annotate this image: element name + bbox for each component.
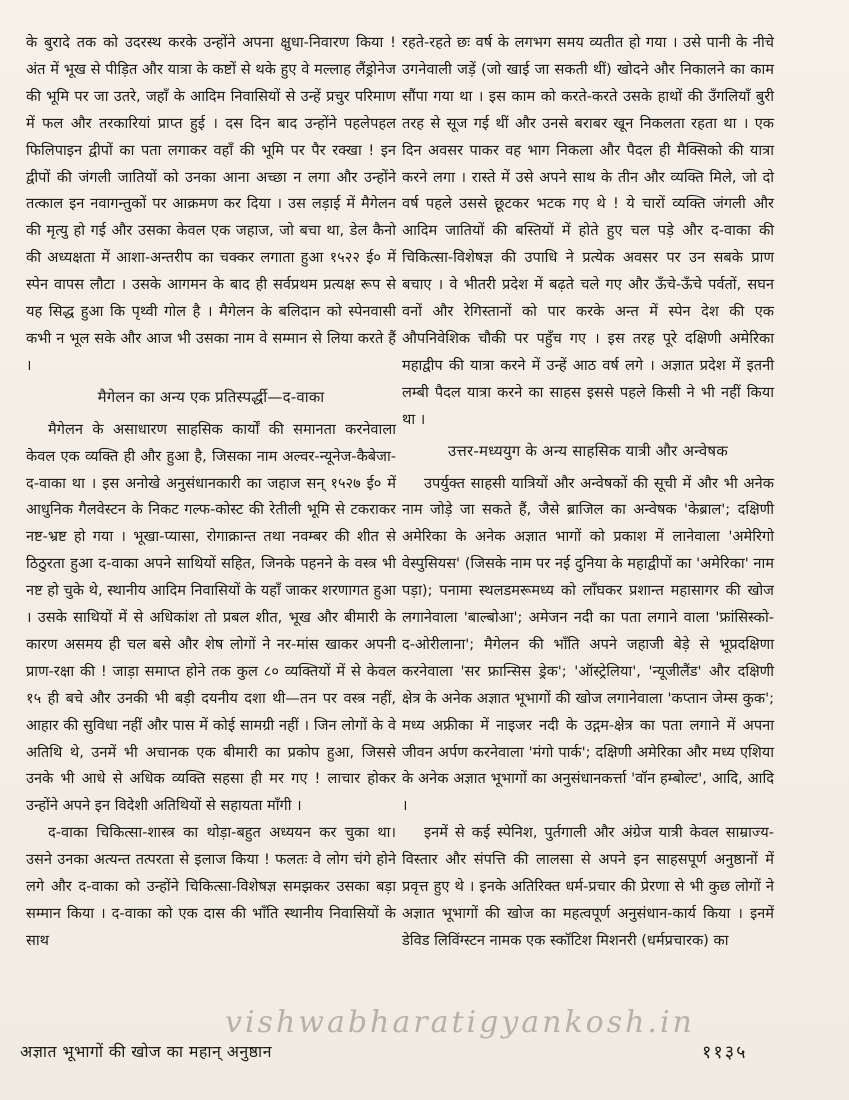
left-column <box>26 30 396 955</box>
right-paragraph-1: रहते-रहते छः वर्ष के लगभग समय व्यतीत हो गया । उसे पानी के नीचे उगनेवाली जड़ें (जो खाई जा सकती थीं) खोदने और निकालने का काम सौंपा गया था । इस काम को करते-करते उसके हाथों की उँगलियाँ बुरी तरह से सूज गई थीं और उनसे बराबर खून निकलता रहता था । एक दिन अवसर पाकर वह भाग निकला और पैदल ही मैक्सिको की यात्रा करने लगा । रास्ते में उसे अपने साथ के तीन और व्यक्ति मिले, जो दो वर्ष पहले उससे छूटकर भटक गए थे ! ये चारों व्यक्ति जंगली और आदिम जातियों की बस्तियों में होते हुए चल पड़े और द-वाका की चिकित्सा-विशेषज्ञ की उपाधि ने प्रत्येक अवसर पर उन सबके प्राण बचाए । वे भीतरी प्रदेश में बढ़ते चले गए और ऊँचे-ऊँचे पर्वतों, सघन वनों और रेगिस्तानों को पार करके अन्त में स्पेन देश की एक औपनिवेशिक चौकी पर पहुँच गए । इस तरह पूरे दक्षिणी अमेरिका महाद्वीप की यात्रा करने में उन्हें आठ वर्ष लगे । अज्ञात प्रदेश में इतनी लम्बी पैदल यात्रा करने का साहस इससे पहले किसी ने भी नहीं किया था । <box>402 34 774 428</box>
section-heading-explorers: उत्तर-मध्ययुग के अन्य साहसिक यात्री और अन्वेषक <box>448 441 728 460</box>
running-footer-title: अज्ञात भूभागों की खोज का महान् अनुष्ठान <box>20 1042 272 1061</box>
section-heading-de-vaca: मैगेलन का अन्य एक प्रतिस्पर्द्धी—द-वाका <box>97 387 325 406</box>
right-paragraph-3: इनमें से कई स्पेनिश, पुर्तगाली और अंग्रेज यात्री केवल साम्राज्य-विस्तार और संपत्ति की लालसा से अपने इन साहसपूर्ण अनुष्ठानों में प्रवृत्त हुए थे । इनके अतिरिक्त धर्म-प्रचार की प्रेरणा से भी कुछ लोगों ने अज्ञात भूभागों की खोज का महत्वपूर्ण अनुसंधान-कार्य किया । इनमें डेविड लिविंग्स्टन नामक एक स्कॉटिश मिशनरी (धर्मप्रचारक) का <box>402 824 774 949</box>
left-paragraph-2: मैगेलन के असाधारण साहसिक कार्यों की समानता करनेवाला केवल एक व्यक्ति ही और हुआ है, जिसका नाम अल्वर-न्यूनेज-कैबेजा-द-वाका था । इस अनोखे अनुसंधानकारी का जहाज सन् १५२७ ई० में आधुनिक गैलवेस्टन के निकट गल्फ-कोस्ट की रेतीली भूमि से टकराकर नष्ट-भ्रष्ट हो गया । भूखा-प्यासा, रोगाक्रान्त तथा नवम्बर की शीत से ठिठुरता हुआ द-वाका अपने साथियों सहित, जिनके पहनने के वस्त्र भी नष्ट हो चुके थे, स्थानीय आदिम निवासियों के यहाँ जाकर शरणागत हुआ । उसके साथियों में से अधिकांश तो प्रबल शीत, भूख और बीमारी के कारण असमय ही चल बसे और शेष लोगों ने नर-मांस खाकर अपनी प्राण-रक्षा की ! जाड़ा समाप्त होने तक कुल ८० व्यक्तियों में से केवल १५ ही बचे और उनकी भी बड़ी दयनीय दशा थी—तन पर वस्त्र नहीं, आहार की सुविधा नहीं और पास में कोई सामग्री नहीं । जिन लोगों के वे अतिथि थे, उनमें भी अचानक एक बीमारी का प्रकोप हुआ, जिससे उनके भी आधे से अधिक व्यक्ति सहसा ही मर गए ! लाचार होकर उन्होंने अपने इन विदेशी अतिथियों से सहायता माँगी । <box>26 420 396 815</box>
left-paragraph-3: द-वाका चिकित्सा-शास्त्र का थोड़ा-बहुत अध्ययन कर चुका था। उसने उनका अत्यन्त तत्परता से इलाज किया ! फलतः वे लोग चंगे होने लगे और द-वाका को उन्होंने चिकित्सा-विशेषज्ञ समझकर उसका बड़ा सम्मान किया । द-वाका को एक दास की भाँति स्थानीय निवासियों के साथ <box>26 824 396 949</box>
column-divider <box>398 40 399 1040</box>
site-watermark: vishwabharatigyankosh.in <box>225 1005 695 1040</box>
right-paragraph-2: उपर्युक्त साहसी यात्रियों और अन्वेषकों की सूची में और भी अनेक नाम जोड़े जा सकते हैं, जैसे ब्राजिल का अन्वेषक 'केब्राल'; दक्षिणी अमेरिका के अनेक अज्ञात भागों को प्रकाश में लानेवाला 'अमेरिगो वेस्पुसियस' (जिसके नाम पर नई दुनिया के महाद्वीपों का 'अमेरिका' नाम पड़ा); पनामा स्थलडमरूमध्य को लाँघकर प्रशान्त महासागर की खोज लगानेवाला 'बाल्बोआ'; अमेजन नदी का पता लगाने वाला 'फ्रांसिस्को-द-ओरीलाना'; मैगेलन की भाँति अपने जहाजी बेड़े से भूप्रदक्षिणा करनेवाला 'सर फ्रान्सिस ड्रेक'; 'ऑस्ट्रेलिया', 'न्यूजीलैंड' और दक्षिणी क्षेत्र के अनेक अज्ञात भूभागों की खोज लगानेवाला 'कप्तान जेम्स कुक'; मध्य अफ्रीका में नाइजर नदी के उद्गम-क्षेत्र का पता लगाने में अपना जीवन अर्पण करनेवाला 'मंगो पार्क'; दक्षिणी अमेरिका और मध्य एशिया के अनेक अज्ञात भूभागों का अनुसंधानकर्त्ता 'वॉन हम्बोल्ट', आदि, आदि । <box>402 474 774 815</box>
left-paragraph-1: के बुरादे तक को उदरस्थ करके उन्होंने अपना क्षुधा-निवारण किया ! अंत में भूख से पीड़ित और यात्रा के कष्टों से थके हुए वे मल्लाह लैंड्रोनेज की भूमि पर जा उतरे, जहाँ के आदिम निवासियों से उन्हें प्रचुर परिमाण में फल और तरकारियां प्राप्त हुई । दस दिन बाद उन्होंने पहलेपहल फिलिपाइन द्वीपों का पता लगाकर वहाँ की भूमि पर पैर रक्खा ! इन द्वीपों की जंगली जातियों को उनका आना अच्छा न लगा और उन्होंने तत्काल इन नवागन्तुकों पर आक्रमण कर दिया । उस लड़ाई में मैगेलन की मृत्यु हो गई और उसका केवल एक जहाज, जो बचा था, डेल कैनो की अध्यक्षता में आशा-अन्तरीप का चक्कर लगाता हुआ १५२२ ई० में स्पेन वापस लौटा । उसके आगमन के बाद ही सर्वप्रथम प्रत्यक्ष रूप से यह सिद्ध हुआ कि पृथ्वी गोल है । मैगेलन के बलिदान को स्पेनवासी कभी न भूल सके और आज भी उसका नाम वे सम्मान से लिया करते हैं । <box>26 34 396 374</box>
page-number: ११३५ <box>702 1042 748 1063</box>
right-column <box>402 30 774 955</box>
